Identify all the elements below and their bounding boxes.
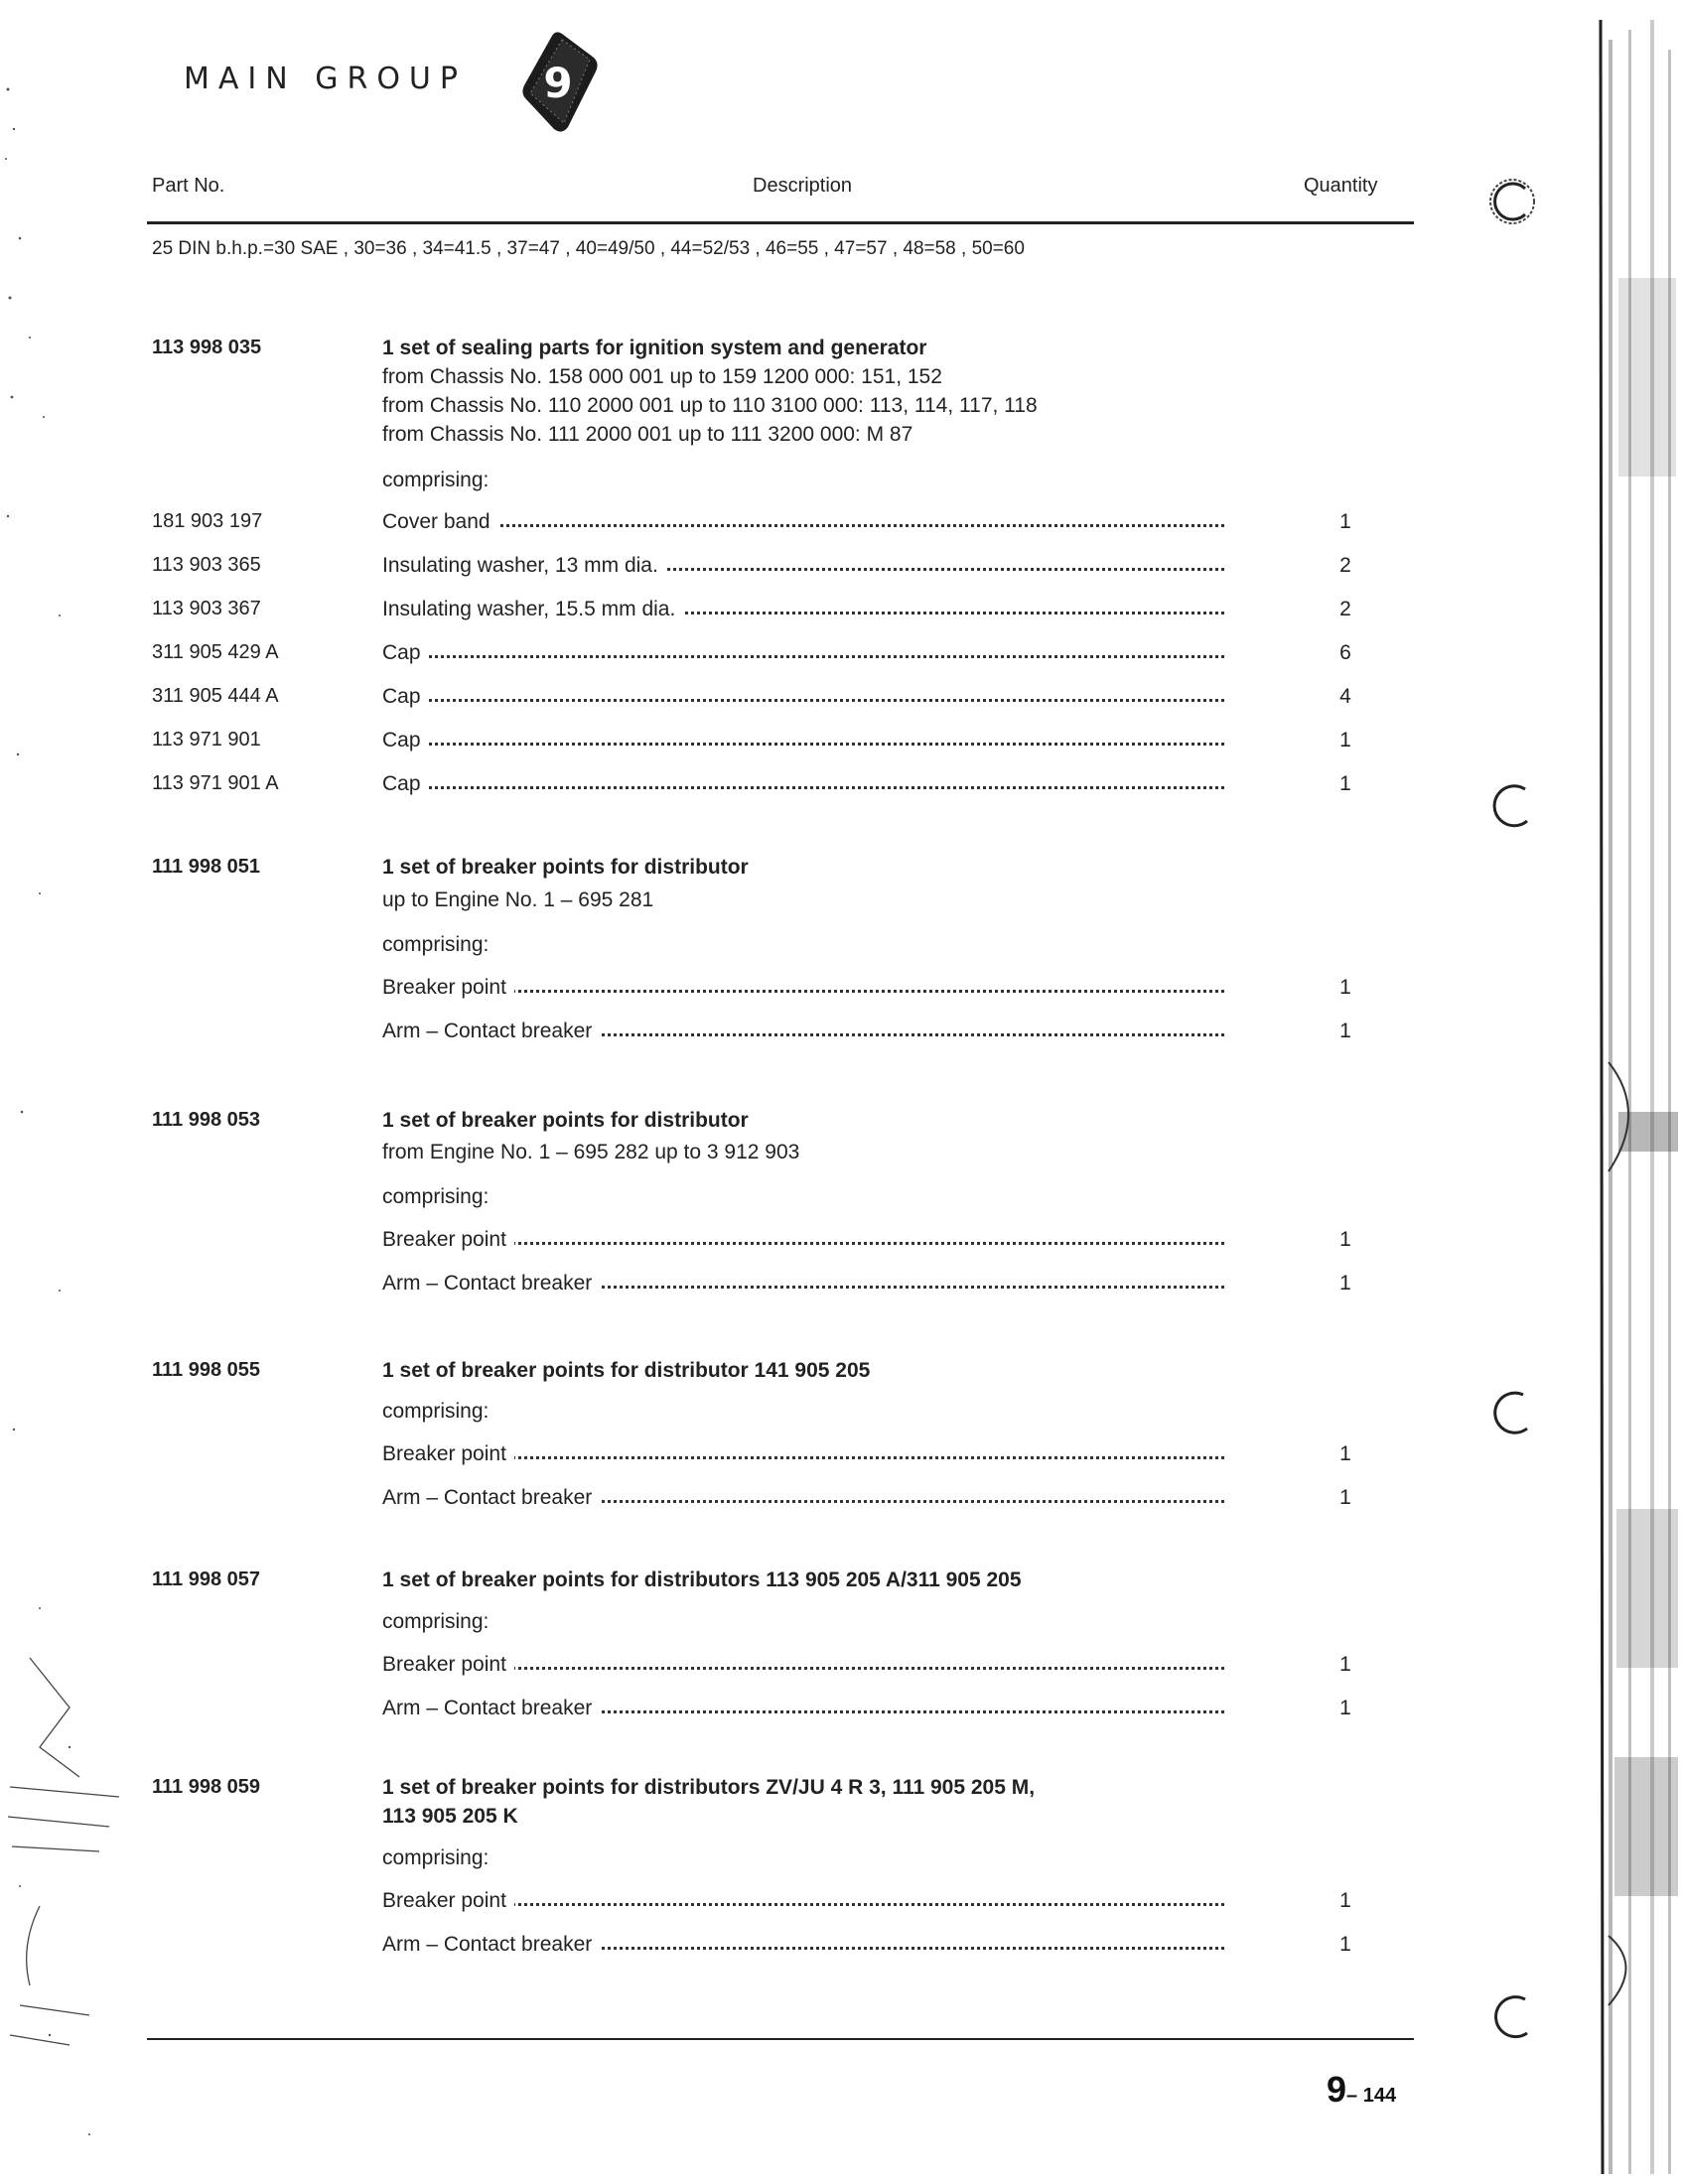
column-header-part-no: Part No. — [152, 175, 225, 197]
row-quantity: 1 — [1339, 1653, 1351, 1676]
part-row — [0, 1020, 1682, 1049]
row-description: Insulating washer, 13 mm dia. — [382, 554, 1224, 578]
row-description: Breaker point — [382, 1442, 1224, 1466]
row-description: Cap — [382, 685, 1224, 709]
page-number-main: 9 — [1327, 2069, 1347, 2110]
row-quantity: 2 — [1339, 554, 1351, 577]
column-header-description: Description — [753, 175, 853, 197]
entry-note: from Engine No. 1 – 695 282 up to 3 912 903 — [382, 1141, 800, 1163]
row-quantity: 1 — [1339, 1933, 1351, 1956]
row-quantity: 1 — [1339, 510, 1351, 533]
row-description: Arm – Contact breaker — [382, 1272, 1224, 1296]
entry-title: 1 set of breaker points for distributor 141 905 205 — [382, 1359, 871, 1382]
row-description: Breaker point — [382, 1889, 1224, 1913]
comprising-label: comprising: — [382, 1846, 490, 1869]
row-description: Arm – Contact breaker — [382, 1933, 1224, 1957]
row-part-number: 311 905 429 A — [152, 641, 279, 663]
row-description: Breaker point — [382, 1228, 1224, 1252]
header-rule — [147, 221, 1414, 224]
row-description: Insulating washer, 15.5 mm dia. — [382, 598, 1224, 621]
row-description: Breaker point — [382, 976, 1224, 1000]
row-part-number: 113 971 901 A — [152, 772, 279, 794]
row-part-number: 181 903 197 — [152, 510, 263, 532]
entry-part-number: 111 998 055 — [152, 1359, 261, 1381]
entry-note: from Chassis No. 158 000 001 up to 159 1200 000: 151, 152 — [382, 365, 942, 388]
group-number: 9 — [543, 59, 573, 107]
binder-hole-icon — [1485, 1385, 1539, 1438]
main-group-title: MAIN GROUP — [184, 62, 467, 96]
part-row — [0, 976, 1682, 1006]
comprising-label: comprising: — [382, 933, 490, 956]
part-row — [0, 1442, 1682, 1472]
row-quantity: 2 — [1339, 598, 1351, 620]
binder-hole-icon — [1485, 175, 1539, 228]
row-quantity: 1 — [1339, 1486, 1351, 1509]
part-row — [0, 1272, 1682, 1301]
entry-title: 1 set of sealing parts for ignition system and generator — [382, 337, 927, 359]
row-part-number: 113 903 365 — [152, 554, 261, 576]
entry-part-number: 111 998 053 — [152, 1109, 261, 1131]
column-header-quantity: Quantity — [1304, 175, 1378, 197]
page-number — [1327, 2069, 1396, 2111]
row-quantity: 1 — [1339, 729, 1351, 751]
row-quantity: 1 — [1339, 1442, 1351, 1465]
part-row — [0, 1228, 1682, 1258]
row-description: Cap — [382, 772, 1224, 796]
entry-title: 1 set of breaker points for distributors 113 905 205 A/311 905 205 — [382, 1569, 1022, 1591]
row-description: Cover band — [382, 510, 1224, 534]
entry-note: up to Engine No. 1 – 695 281 — [382, 888, 654, 911]
comprising-label: comprising: — [382, 1610, 490, 1633]
part-row — [0, 1697, 1682, 1726]
binder-edge-strip — [1589, 20, 1682, 2174]
row-description: Arm – Contact breaker — [382, 1020, 1224, 1043]
part-row — [0, 1889, 1682, 1919]
row-quantity: 1 — [1339, 1020, 1351, 1042]
footer-rule — [147, 2038, 1414, 2040]
entry-note: from Chassis No. 111 2000 001 up to 111 3200 000: M 87 — [382, 423, 913, 446]
horsepower-conversion-line: 25 DIN b.h.p.=30 SAE , 30=36 , 34=41.5 , 37=47 , 40=49/50 , 44=52/53 , 46=55 , 47=57 , 48=58 , 50=60 — [152, 238, 1025, 259]
comprising-label: comprising: — [382, 469, 490, 491]
part-row — [0, 641, 1682, 671]
comprising-label: comprising: — [382, 1400, 490, 1423]
entry-title: 1 set of breaker points for distributors ZV/JU 4 R 3, 111 905 205 M, — [382, 1776, 1036, 1799]
part-row — [0, 554, 1682, 584]
row-quantity: 1 — [1339, 976, 1351, 999]
entry-part-number: 111 998 051 — [152, 856, 261, 878]
row-description: Cap — [382, 641, 1224, 665]
row-quantity: 4 — [1339, 685, 1351, 708]
binder-hole-icon — [1485, 779, 1539, 833]
comprising-label: comprising: — [382, 1185, 490, 1208]
entry-part-number: 113 998 035 — [152, 337, 262, 358]
entry-title-continued: 113 905 205 K — [382, 1805, 518, 1828]
page-number-sub: – 144 — [1346, 2085, 1397, 2107]
binder-hole-icon — [1485, 1989, 1539, 2043]
part-row — [0, 772, 1682, 802]
row-quantity: 1 — [1339, 772, 1351, 795]
part-row — [0, 729, 1682, 758]
row-quantity: 6 — [1339, 641, 1351, 664]
entry-part-number: 111 998 057 — [152, 1569, 261, 1590]
part-row — [0, 1653, 1682, 1683]
group-number-badge — [518, 28, 600, 137]
entry-title: 1 set of breaker points for distributor — [382, 1109, 749, 1132]
entry-part-number: 111 998 059 — [152, 1776, 261, 1798]
row-quantity: 1 — [1339, 1889, 1351, 1912]
row-quantity: 1 — [1339, 1272, 1351, 1295]
row-description: Cap — [382, 729, 1224, 752]
row-description: Arm – Contact breaker — [382, 1486, 1224, 1510]
row-description: Arm – Contact breaker — [382, 1697, 1224, 1720]
row-quantity: 1 — [1339, 1697, 1351, 1719]
row-description: Breaker point — [382, 1653, 1224, 1677]
row-part-number: 311 905 444 A — [152, 685, 279, 707]
part-row — [0, 598, 1682, 627]
row-part-number: 113 903 367 — [152, 598, 261, 619]
row-part-number: 113 971 901 — [152, 729, 261, 751]
part-row — [0, 685, 1682, 715]
scan-noise-left — [0, 0, 129, 2184]
part-row — [0, 1486, 1682, 1516]
entry-title: 1 set of breaker points for distributor — [382, 856, 749, 879]
part-row — [0, 510, 1682, 540]
part-row — [0, 1933, 1682, 1963]
row-quantity: 1 — [1339, 1228, 1351, 1251]
entry-note: from Chassis No. 110 2000 001 up to 110 3100 000: 113, 114, 117, 118 — [382, 394, 1038, 417]
